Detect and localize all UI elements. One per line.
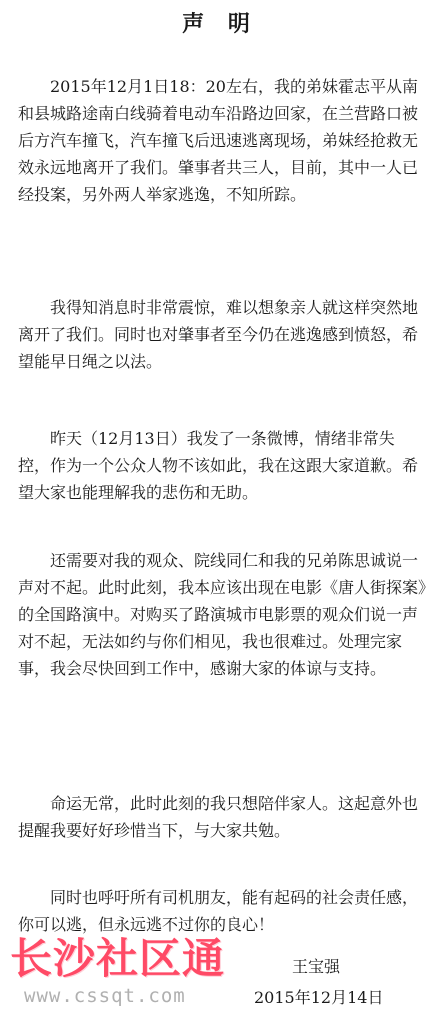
watermark-url: www.cssqt.com (24, 985, 186, 1007)
paragraph-apology-weibo: 昨天（12月13日）我发了一条微博，情绪非常失控，作为一个公众人物不该如此，我在这跟大家道歉。希望大家也能理解我的悲伤和无助。 (18, 429, 419, 502)
paragraph-accident: 2015年12月1日18：20左右，我的弟妹霍志平从南和县城路途南白线骑着电动车沿路边回家，在兰营路口被后方汽车撞飞，汽车撞飞后迅速逃离现场，弟妹经抢救无效永远地离开了我们。肇事者共三人，目前，其中一人已经投案，另外两人举家逃逸，不知所踪。 (18, 77, 419, 204)
watermark-logo-text: 长沙社区通 (10, 934, 226, 983)
paragraph-apology-audience: 还需要对我的观众、院线同仁和我的兄弟陈思诚说一声对不起。此时此刻，我本应该出现在电影《唐人街探案》的全国路演中。对购买了路演城市电影票的观众们说一声对不起，无法如约与你们相见，我也很难过。处理完家事，我会尽快回到工作中，感谢大家的体谅与支持。 (18, 551, 427, 678)
signature-name: 王宝强 (292, 957, 341, 976)
paragraph-appeal: 同时也呼吁所有司机朋友，能有起码的社会责任感，你可以逃，但永远逃不过你的良心！ (18, 888, 419, 934)
site-watermark (10, 934, 226, 1015)
signature-date: 2015年12月14日 (254, 988, 384, 1007)
document-title: 声 明 (182, 11, 258, 37)
paragraph-family: 命运无常，此时此刻的我只想陪伴家人。这起意外也提醒我要好好珍惜当下，与大家共勉。 (18, 794, 419, 840)
paragraph-feelings: 我得知消息时非常震惊，难以想象亲人就这样突然地离开了我们。同时也对肇事者至今仍在逃逸感到愤怒，希望能早日绳之以法。 (18, 298, 419, 371)
